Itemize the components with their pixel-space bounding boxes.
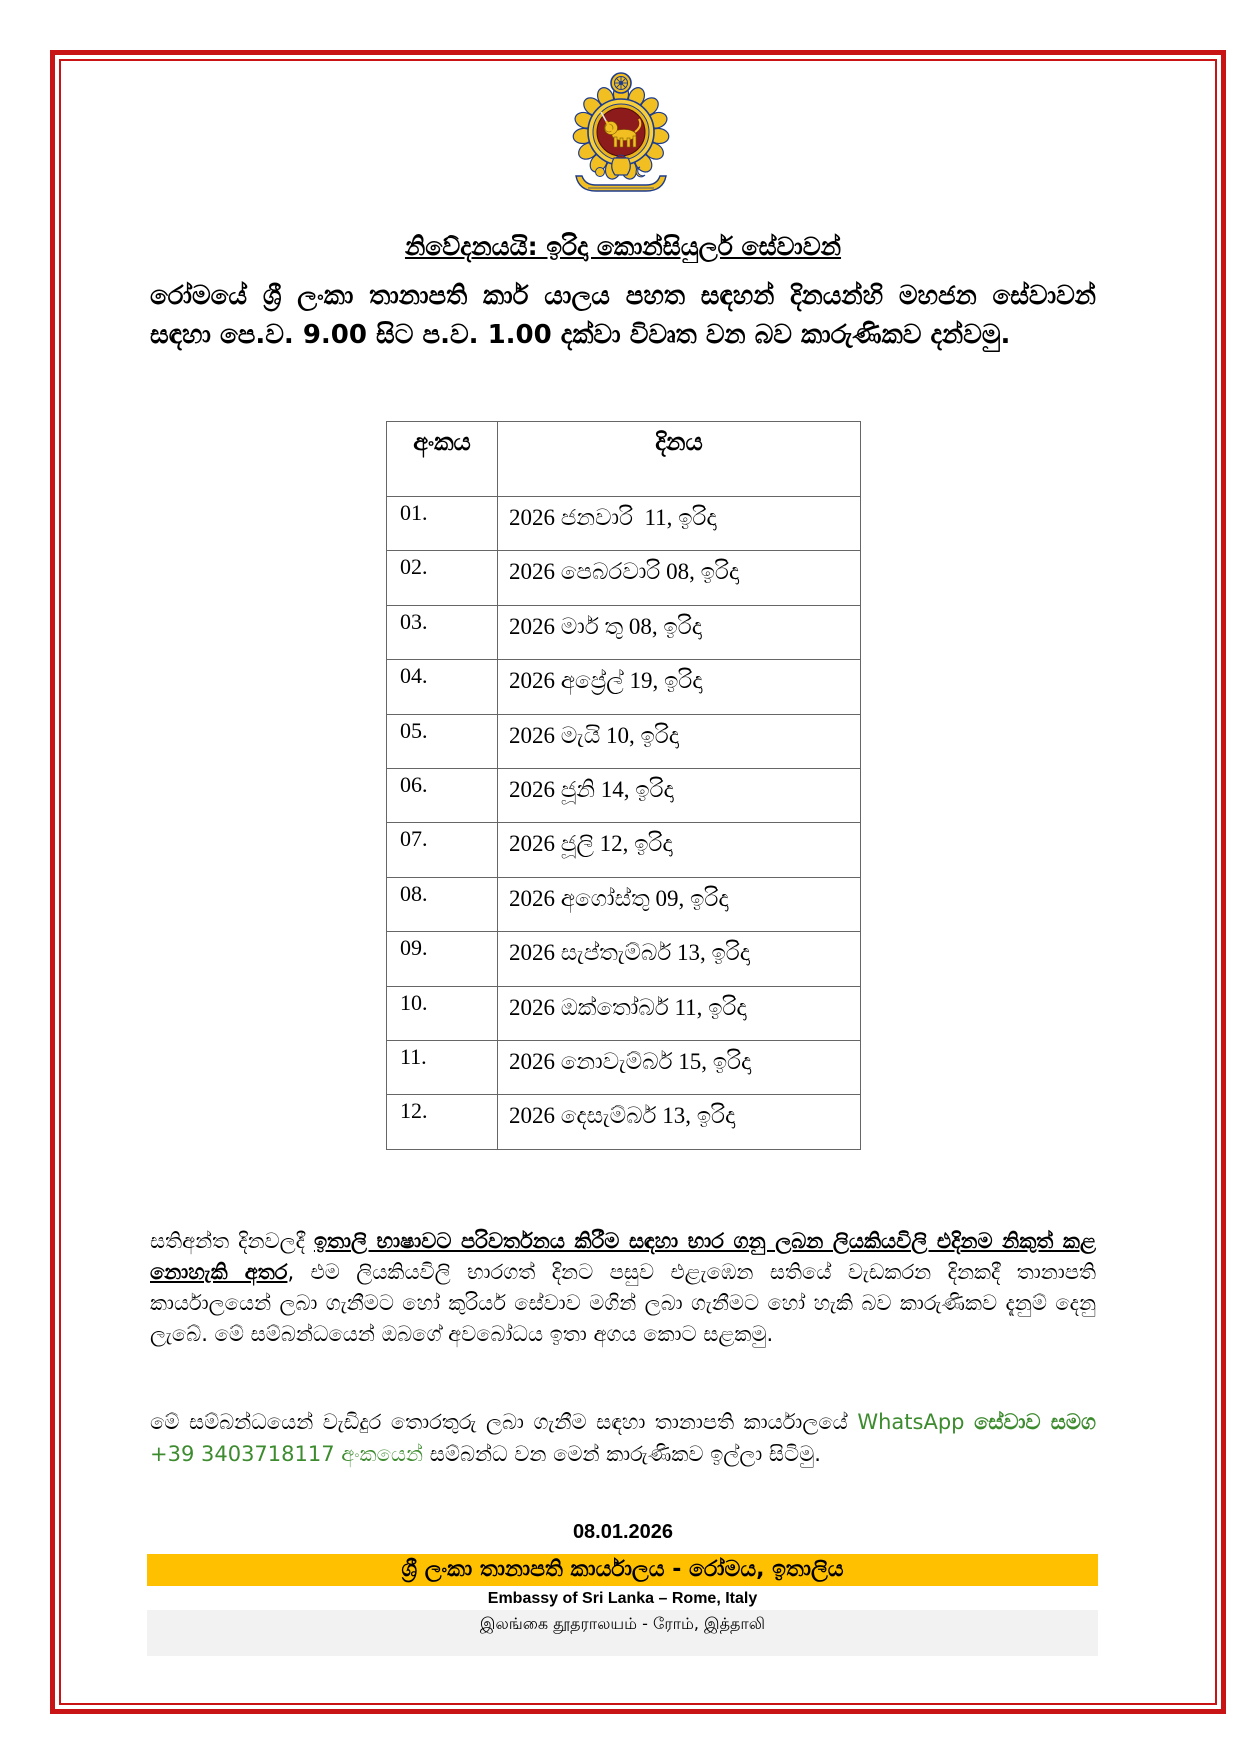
- emblem-base: [576, 176, 666, 191]
- notice-date: 08.01.2026: [572, 1521, 674, 1543]
- row-number: 07.: [387, 823, 498, 877]
- table-row: [387, 768, 861, 822]
- emblem-sun: [596, 168, 605, 177]
- whatsapp-phone-number: +39 3403718117: [150, 1442, 335, 1466]
- office-name-english: Embassy of Sri Lanka – Rome, Italy: [487, 1590, 758, 1607]
- emblem-dharma-wheel: [611, 73, 631, 93]
- contact-paragraph: [150, 1406, 1096, 1506]
- whatsapp-label: WhatsApp: [857, 1410, 965, 1434]
- row-date: 2026 අගෝස්තු 09, ඉරිදා: [498, 877, 861, 931]
- row-date: 2026 දෙසැම්බර් 13, ඉරිදා: [498, 1095, 861, 1149]
- office-name-sinhala-bar: ශ්‍රී ලංකා තානාපති කාර්යාලය - රෝමය, ඉතාලිය: [147, 1554, 1098, 1586]
- row-number: 06.: [387, 768, 498, 822]
- office-name-tamil-box: [147, 1610, 1098, 1656]
- row-date: 2026 අප්‍රේල් 19, ඉරිදා: [498, 660, 861, 714]
- row-number: 05.: [387, 714, 498, 768]
- contact-rest: සම්බන්ධ වන මෙන් කාරුණිකව ඉල්ලා සිටිමු.: [429, 1442, 821, 1466]
- table-row: [387, 986, 861, 1040]
- whatsapp-service-label: සේවාව සමග: [974, 1410, 1096, 1434]
- row-number: 12.: [387, 1095, 498, 1149]
- table-row: [387, 1095, 861, 1149]
- sunday-service-dates-table: [386, 421, 861, 1150]
- row-date: 2026 සැප්තැම්බර් 13, ඉරිදා: [498, 932, 861, 986]
- table-row: [387, 823, 861, 877]
- row-date: 2026 මාර් තු 08, ඉරිදා: [498, 605, 861, 659]
- table-row: [387, 497, 861, 551]
- row-date: 2026 ඔක්තෝබර් 11, ඉරිදා: [498, 986, 861, 1040]
- table-row: [387, 714, 861, 768]
- weekend-translation-notice: [150, 1226, 1096, 1384]
- row-date: 2026 ජනවාරි 11, ඉරිදා: [498, 497, 861, 551]
- notice-rest: , එම ලියකියවිලි භාරගත් දිනට පසුව එළැඹෙන සතියේ වැඩකරන දිනකදී තානාපති කාර්යාලයෙන් ලබා ගැනීමට හෝ කුරියර් සේවාව මගින් ලබා ගැනීමට හෝ හැකි බව කාරුණිකව දැනුම් දෙනු ලැබේ. මේ සම්බන්ධයෙන් ඔබගේ අවබෝධය ඉතා අගය කොට සළකමු.: [150, 1260, 1096, 1346]
- column-header-number: අංකය: [387, 422, 498, 497]
- contact-lead: මේ සම්බන්ධයෙන් වැඩිදුර තොරතුරු ලබා ගැනීම සඳහා තානාපති කාර්යාලයේ: [150, 1410, 848, 1434]
- row-number: 01.: [387, 497, 498, 551]
- column-header-date: දිනය: [498, 422, 861, 497]
- row-number: 02.: [387, 551, 498, 605]
- row-date: 2026 පෙබරවාරි 08, ඉරිදා: [498, 551, 861, 605]
- row-number: 11.: [387, 1040, 498, 1094]
- table-header-row: [387, 422, 861, 497]
- table-row: [387, 605, 861, 659]
- row-number: 08.: [387, 877, 498, 931]
- emblem-vase: [612, 155, 631, 175]
- table-row: [387, 877, 861, 931]
- row-date: 2026 ජූලි 12, ඉරිදා: [498, 823, 861, 877]
- table-row: [387, 551, 861, 605]
- sri-lanka-emblem-icon: [566, 72, 676, 194]
- row-date: 2026 නොවැම්බර් 15, ඉරිදා: [498, 1040, 861, 1094]
- table-row: [387, 1040, 861, 1094]
- intro-paragraph: රෝමයේ ශ්‍රී ලංකා තානාපති කාර් යාලය පහත සඳහන් දිනයන්හි මහජන සේවාවන් සඳහා පෙ.ව. 9.00 සිට ප.ව. 1.00 දක්වා විවෘත වන බව කාරුණිකව දන්වමු.: [150, 281, 1096, 350]
- phone-number-word: අංකයෙන්: [341, 1442, 424, 1466]
- row-date: 2026 ජූනි 14, ඉරිදා: [498, 768, 861, 822]
- notice-title: නිවේදනයයි: ඉරිදා කොන්සියුලර් සේවාවන්: [404, 232, 842, 261]
- notice-lead: සතිඅන්ත දිනවලදී: [150, 1229, 314, 1253]
- row-number: 10.: [387, 986, 498, 1040]
- table-row: [387, 932, 861, 986]
- table-row: [387, 660, 861, 714]
- row-date: 2026 මැයි 10, ඉරිදා: [498, 714, 861, 768]
- row-number: 03.: [387, 605, 498, 659]
- office-name-tamil: இலங்கை தூதராலயம் - ரோம், இத்தாலி: [479, 1614, 766, 1633]
- row-number: 04.: [387, 660, 498, 714]
- notice-emphasis: ඉතාලි භාෂාවට පරිවර්තනය කිරීම සඳහා භාර ගනු ලබන ලියකියවිලි එදිනම නිකුත් කළ නොහැකි අතර: [150, 1229, 1096, 1284]
- row-number: 09.: [387, 932, 498, 986]
